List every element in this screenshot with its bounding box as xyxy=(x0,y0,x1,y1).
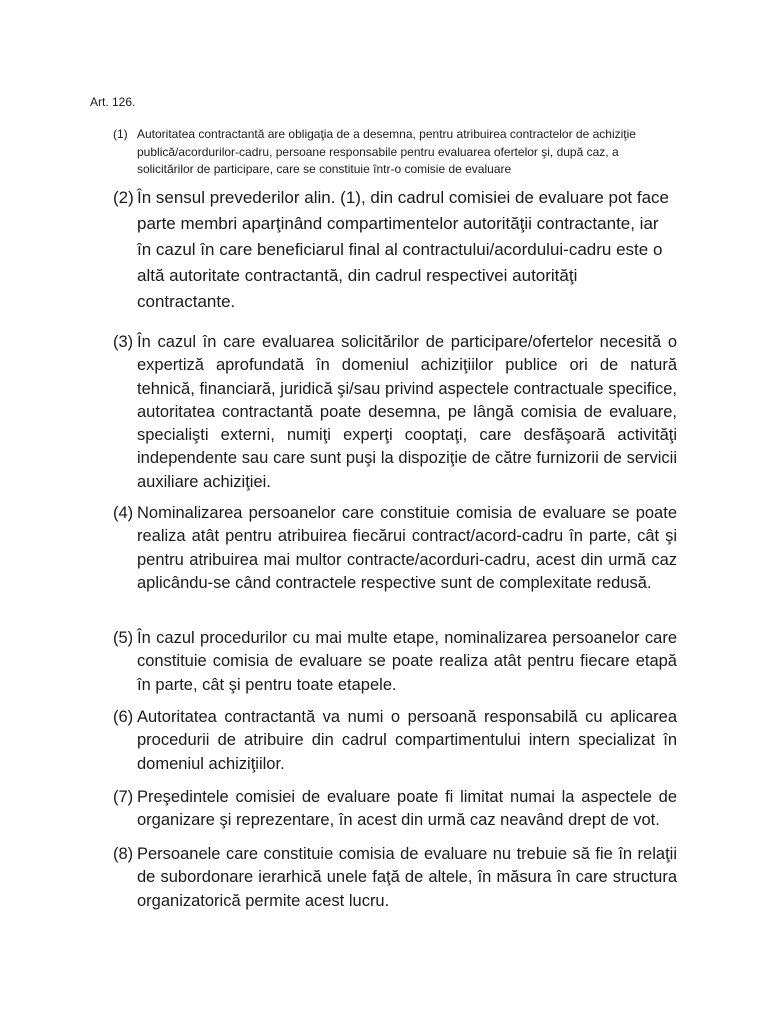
paragraph-7-number: (7) xyxy=(113,788,134,806)
paragraph-1-text: Autoritatea contractantă are obligaţia de a desemna, pentru atribuirea contractelor de achiziţie publică/acordurilor-cadru, persoane responsabile pentru evaluarea ofertelor şi, după caz, a solicitărilor de participare, care se constituie într-o comisie de evaluare xyxy=(137,127,636,176)
paragraph-1 xyxy=(113,126,677,179)
paragraph-5-number: (5) xyxy=(113,629,134,647)
paragraph-4-number: (4) xyxy=(113,504,134,522)
paragraph-2 xyxy=(113,185,673,315)
paragraph-1-number: (1) xyxy=(113,127,128,141)
paragraph-6-number: (6) xyxy=(113,708,134,726)
paragraph-6 xyxy=(113,706,677,776)
paragraph-4 xyxy=(113,502,677,595)
paragraph-8-text: Persoanele care constituie comisia de evaluare nu trebuie să fie în relaţii de subordonare ierarhică unele faţă de altele, în măsura în care structura organizatorică permite acest lucru. xyxy=(137,845,677,910)
paragraph-3-text: În cazul în care evaluarea solicitărilor de participare/ofertelor necesită o expertiză aprofundată în domeniul achiziţiilor publice ori de natură tehnică, financiară, juridică şi/sau privind aspectele contractuale specifice, autoritatea contractantă poate desemna, pe lângă comisia de evaluare, specialişti externi, numiţi experţi cooptaţi, care desfăşoară activităţi independente sau care sunt puşi la dispoziţie de către furnizorii de servicii auxiliare achiziţiei. xyxy=(137,333,677,491)
paragraph-8-number: (8) xyxy=(113,845,134,863)
paragraph-5 xyxy=(113,627,677,697)
paragraph-8 xyxy=(113,843,677,913)
article-title: Art. 126. xyxy=(90,95,136,109)
paragraph-7 xyxy=(113,786,677,833)
paragraph-4-text: Nominalizarea persoanelor care constituie comisia de evaluare se poate realiza atât pentru atribuirea fiecărui contract/acord-cadru în parte, cât şi pentru atribuirea mai multor contracte/acorduri-cadru, acest din urmă caz aplicându-se când contractele respective sunt de complexitate redusă. xyxy=(137,504,677,592)
paragraph-6-text: Autoritatea contractantă va numi o persoană responsabilă cu aplicarea procedurii de atribuire din cadrul compartimentului intern specializat în domeniul achiziţiilor. xyxy=(137,708,677,773)
paragraph-2-number: (2) xyxy=(113,188,134,207)
paragraph-3 xyxy=(113,331,677,494)
paragraph-5-text: În cazul procedurilor cu mai multe etape, nominalizarea persoanelor care constituie comisia de evaluare se poate realiza atât pentru fiecare etapă în parte, cât şi pentru toate etapele. xyxy=(137,629,677,694)
paragraph-3-number: (3) xyxy=(113,333,134,351)
paragraph-2-text: În sensul prevederilor alin. (1), din cadrul comisiei de evaluare pot face parte membri aparţinând compartimentelor autorităţii contractante, iar în cazul în care beneficiarul final al contractului/acordului-cadru este o altă autoritate contractantă, din cadrul respectivei autorităţi contractante. xyxy=(137,188,669,311)
paragraph-7-text: Preşedintele comisiei de evaluare poate fi limitat numai la aspectele de organizare şi reprezentare, în acest din urmă caz neavând drept de vot. xyxy=(137,788,677,830)
